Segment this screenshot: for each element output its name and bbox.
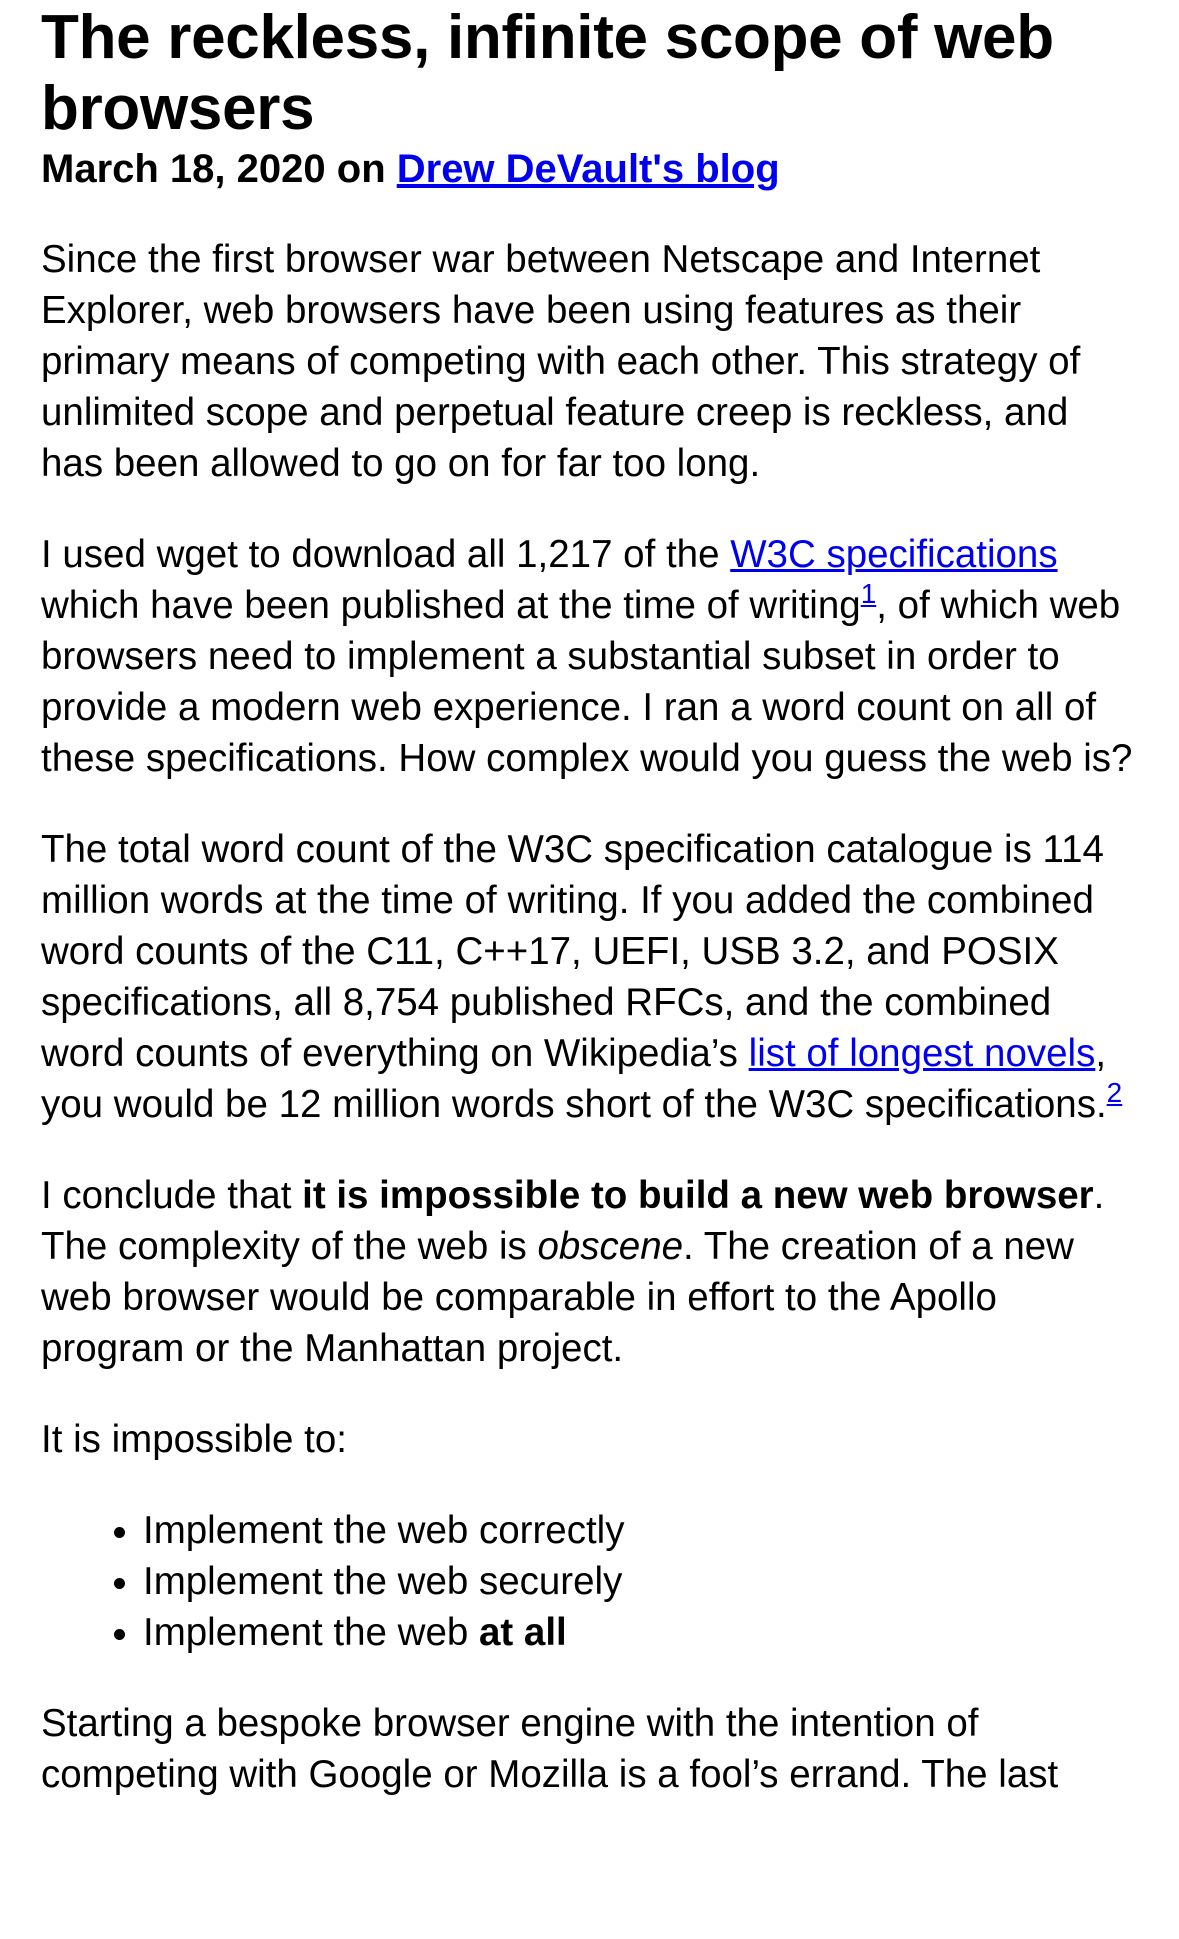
- text: . The creation of a new web browser would be comparable in effort to the Apollo program or the Manhattan project.: [41, 1225, 1074, 1370]
- list-item: • Implement the web correctly: [143, 1505, 1139, 1556]
- list-item: • Implement the web securely: [143, 1556, 1139, 1607]
- text: , you would be 12 million words short of the W3C specifications.: [41, 1032, 1107, 1126]
- paragraph-intro: Since the first browser war between Netscape and Internet Explorer, web browsers have been using features as their primary means of competing with each other. This strategy of unlimited scope and perpetual feature creep is reckless, and has been allowed to go on for far too long.: [41, 238, 1081, 485]
- footnote-link-2[interactable]: 2: [1106, 1077, 1123, 1108]
- footnote-link-1[interactable]: 1: [860, 578, 877, 609]
- paragraph-word-count: [41, 824, 1139, 1130]
- byline: [41, 144, 1139, 194]
- text: I used wget to download all 1,217 of the: [41, 533, 731, 576]
- byline-on: on: [325, 147, 397, 191]
- paragraph-impossible: It is impossible to:: [41, 1418, 347, 1461]
- bold-text: it is impossible to build a new web browser: [302, 1174, 1094, 1217]
- w3c-specifications-link[interactable]: W3C specifications: [730, 533, 1058, 576]
- post-date: March 18, 2020: [41, 147, 326, 191]
- text: . The complexity of the web is: [41, 1174, 1105, 1268]
- list-item: [143, 1607, 1139, 1658]
- text: The total word count of the W3C specification catalogue is 114 million words at the time of writing. If you added the combined word counts of the C11, C++17, UEFI, USB 3.2, and POSIX specifications, all 8,754 published RFCs, and the combined word counts of everything on Wikipedia’s: [41, 828, 1104, 1075]
- longest-novels-link[interactable]: list of longest novels: [748, 1032, 1096, 1075]
- text: I conclude that: [41, 1174, 303, 1217]
- text: which have been published at the time of writing: [41, 584, 861, 627]
- paragraph-conclusion: [41, 1170, 1139, 1374]
- footnote-2: [1107, 1077, 1123, 1108]
- italic-text: obscene: [537, 1225, 684, 1268]
- paragraph-bespoke: Starting a bespoke browser engine with the intention of competing with Google or Mozilla is a fool’s errand. The last: [41, 1702, 1059, 1796]
- footnote-1: [861, 578, 877, 609]
- blog-link[interactable]: Drew DeVault's blog: [396, 147, 780, 191]
- impossible-list: [41, 1505, 1139, 1658]
- text: , of which web browsers need to implement a substantial subset in order to provide a modern web experience. I ran a word count on all of these specifications. How complex would you guess the web is?: [41, 584, 1133, 780]
- page-title: The reckless, infinite scope of web browsers: [41, 3, 1054, 143]
- text: Implement the web: [143, 1611, 479, 1654]
- article: [0, 2, 1179, 1800]
- bold-text: at all: [478, 1611, 567, 1654]
- paragraph-wget: [41, 529, 1139, 784]
